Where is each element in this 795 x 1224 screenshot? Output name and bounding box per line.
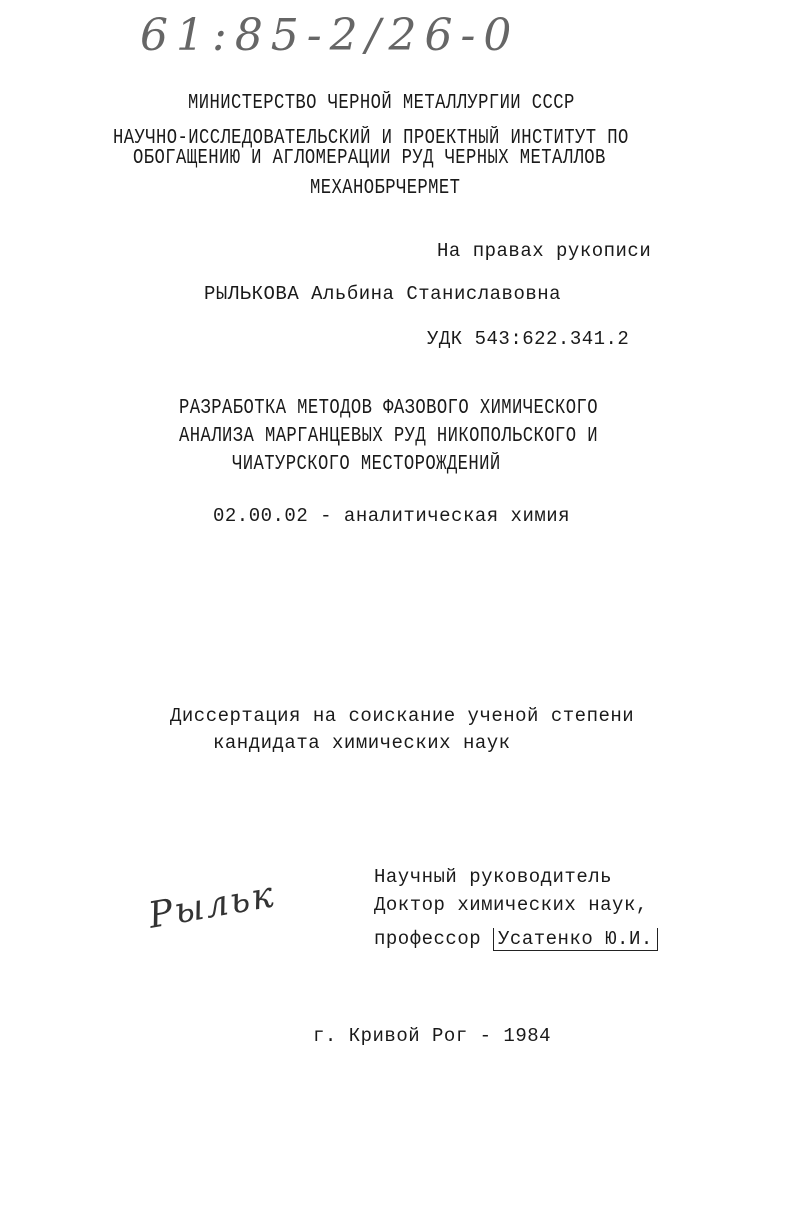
supervisor-line <box>374 928 658 950</box>
title-line-1: РАЗРАБОТКА МЕТОДОВ ФАЗОВОГО ХИМИЧЕСКОГО <box>179 397 599 420</box>
title-line-2: АНАЛИЗА МАРГАНЦЕВЫХ РУД НИКОПОЛЬСКОГО И <box>179 425 599 448</box>
institute-line-1: НАУЧНО-ИССЛЕДОВАТЕЛЬСКИЙ И ПРОЕКТНЫЙ ИНСТИТУТ ПО <box>113 127 629 150</box>
archive-handwritten-mark: 61:85-2/26-0 <box>140 10 520 61</box>
udc-code: УДК 543:622.341.2 <box>427 328 630 350</box>
degree-line-2: кандидата химических наук <box>213 732 511 754</box>
specialty: 02.00.02 - аналитическая химия <box>213 505 571 527</box>
place-and-year: г. Кривой Рог - 1984 <box>313 1025 552 1047</box>
signature: Рыльк <box>145 874 279 937</box>
author-name: РЫЛЬКОВА Альбина Станиславовна <box>204 283 562 305</box>
ministry: МИНИСТЕРСТВО ЧЕРНОЙ МЕТАЛЛУРГИИ СССР <box>188 92 575 115</box>
institute-line-2: ОБОГАЩЕНИЮ И АГЛОМЕРАЦИИ РУД ЧЕРНЫХ МЕТАЛЛОВ <box>133 147 606 170</box>
manuscript-note: На правах рукописи <box>437 240 652 262</box>
title-line-3: ЧИАТУРСКОГО МЕСТОРОЖДЕНИЙ <box>232 453 501 476</box>
supervisor-degree: Доктор химических наук, <box>374 894 648 916</box>
institute-abbreviation: МЕХАНОБРЧЕРМЕТ <box>310 177 461 200</box>
supervisor-label: Научный руководитель <box>374 866 613 888</box>
degree-line-1: Диссертация на соискание ученой степени <box>170 705 635 727</box>
supervisor-title: профессор <box>374 928 482 950</box>
supervisor-name: Усатенко Ю.И. <box>493 928 658 951</box>
